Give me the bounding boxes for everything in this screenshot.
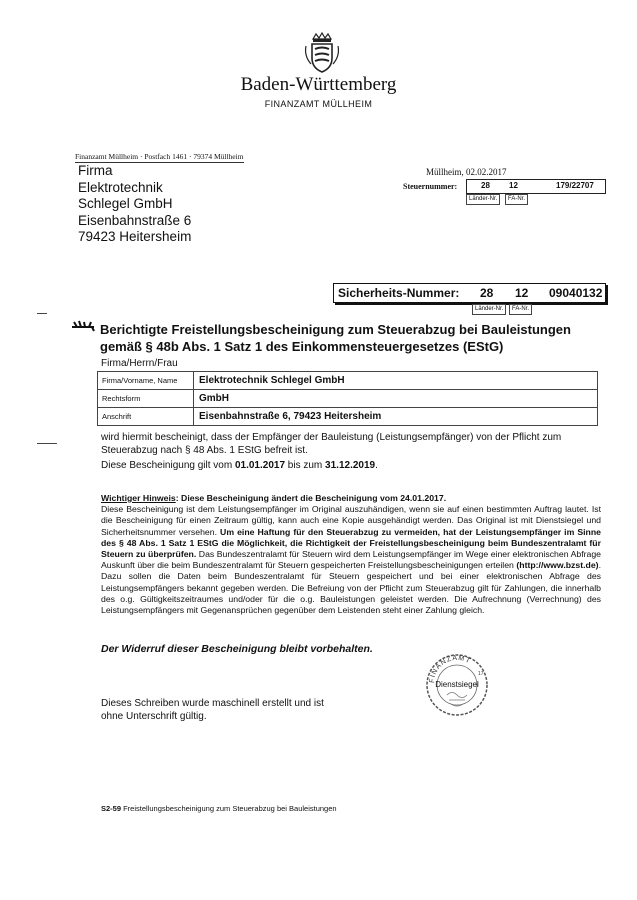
notice-heading	[101, 493, 601, 504]
table-row	[98, 372, 597, 389]
notice-text-3: Das Bundeszentralamt für Steuern wird dem Leistungsempfänger im Wege einer elektronischen Abfrage Auskunft über die beim Bundeszentralamt für Steuern gespeicherten Freistellungsbescheinigungen erteilen	[101, 549, 602, 571]
form-footer	[101, 804, 337, 813]
table-row	[98, 389, 597, 407]
seal-ring-text: FINANZAMT	[428, 654, 472, 684]
machine-note	[101, 697, 324, 723]
revocation-notice: Der Widerruf dieser Bescheinigung bleibt vorbehalten.	[101, 643, 373, 655]
row-label: Firma/Vorname, Name	[102, 376, 178, 385]
stnr-fa-label: FA-Nr.	[505, 194, 528, 205]
validity-mid: bis zum	[285, 460, 326, 471]
form-title: Freistellungsbescheinigung zum Steuerabzug bei Bauleistungen	[121, 804, 337, 813]
security-number-box	[333, 283, 606, 303]
security-part-3: 09040132	[549, 286, 603, 300]
recipient-table	[97, 371, 598, 426]
security-laender-label: Länder-Nr.	[472, 304, 506, 315]
validity-text	[101, 459, 581, 472]
recipient-address	[78, 163, 191, 246]
stnr-laender-label: Länder-Nr.	[466, 194, 500, 205]
seal-center-text: Dienstsiegel	[435, 680, 479, 689]
certification-text: wird hiermit bescheinigt, dass der Empfänger der Bauleistung (Leistungsempfänger) von der Pflicht zum Steuerabzug nach § 48 Abs. 1 EStG befreit ist.	[101, 432, 562, 456]
notice-heading-rest: : Diese Bescheinigung ändert die Bescheinigung vom 24.01.2017.	[175, 493, 447, 503]
row-value: GmbH	[199, 393, 229, 404]
security-fa-label: FA-Nr.	[509, 304, 532, 315]
steuernummer-part-1: 28	[481, 181, 490, 190]
recipient-line-3: Schlegel GmbH	[78, 196, 173, 211]
row-label: Anschrift	[102, 412, 132, 421]
sender-line: Finanzamt Müllheim · Postfach 1461 · 79374 Müllheim	[75, 152, 244, 161]
fold-mark	[37, 313, 47, 314]
coat-of-arms-icon	[303, 30, 341, 74]
valid-to: 31.12.2019	[325, 460, 376, 471]
notice-block	[101, 493, 601, 616]
recipient-line-2: Elektrotechnik	[78, 179, 163, 195]
document-title	[100, 321, 580, 355]
steuernummer-label: Steuernummer:	[403, 182, 458, 191]
seal-number: 17	[478, 671, 484, 677]
punch-mark	[37, 443, 57, 444]
machine-note-line-1: Dieses Schreiben wurde maschinell erstellt und ist	[101, 698, 324, 709]
notice-text	[101, 504, 601, 616]
steuernummer-part-3: 179/22707	[556, 181, 594, 190]
office-name: FINANZAMT MÜLLHEIM	[264, 99, 373, 109]
notice-text-2: Um eine Haftung für den Steuerabzug zu vermeiden, hat der Leistungsempfänger im Sinne des § 48 Abs. 1 Satz 1 EStG die Möglichkeit, die Richtigkeit der Freistellungsbescheinigung beim Bundeszentralamt für Steuern zu überprüfen.	[101, 526, 601, 560]
table-row	[98, 407, 597, 425]
steuernummer-box	[466, 179, 606, 194]
deer-antler-icon	[71, 320, 95, 332]
notice-heading-underlined: Wichtiger Hinweis	[101, 493, 176, 503]
row-value: Eisenbahnstraße 6, 79423 Heitersheim	[199, 411, 382, 422]
firm-label: Firma/Herrn/Frau	[101, 358, 178, 369]
steuernummer-part-2: 12	[509, 181, 518, 190]
notice-text-1: Diese Bescheinigung ist dem Leistungsempfänger im Original auszuhändigen, wenn sie auf einen bestimmten Auftrag lautet. Ist die Bescheinigung für einen Zeitraum gültig, kann auch eine Kopie ausgehändigt werden. Das Original ist mit Dienstsiegel und Sicherheitsnummer versehen.	[101, 504, 601, 537]
row-divider	[193, 390, 194, 407]
recipient-line-4: Eisenbahnstraße 6	[78, 212, 192, 228]
notice-link-bzst: (http://www.bzst.de)	[516, 560, 599, 571]
security-part-1: 28	[480, 286, 494, 300]
title-line-1: Berichtigte Freistellungsbescheinigung zum Steuerabzug bei Bauleistungen	[100, 322, 571, 337]
recipient-line-1: Firma	[78, 163, 113, 178]
notice-text-5: . Dazu sollen die Daten beim Bundeszentralamt für Steuern gespeichert und bei einer elektronischen Abfrage des Leistungsempfängers bekannt gegeben werden. Die Befreiung von der Pflicht zum Steuerabzug gilt für Zahlungen, die innerhalb des o.g. Gültigkeitszeitraumes und/oder für die o.g. Bauleistungen geleistet werden. Die Aufrechnung (Verrechnung) des Leistungsempfängers mit Gegenansprüchen gegenüber dem Leistenden steht einer Zahlung gleich.	[101, 560, 601, 616]
recipient-line-5: 79423 Heitersheim	[78, 229, 192, 244]
place-date: Müllheim, 02.02.2017	[426, 167, 507, 177]
form-code: S2-59	[101, 804, 122, 813]
row-divider	[193, 408, 194, 425]
row-divider	[193, 372, 194, 389]
row-value: Elektrotechnik Schlegel GmbH	[199, 375, 345, 386]
security-label: Sicherheits-Nummer:	[338, 286, 460, 300]
machine-note-line-2: ohne Unterschrift gültig.	[101, 711, 207, 722]
security-part-2: 12	[515, 286, 529, 300]
state-name: Baden-Württemberg	[240, 74, 397, 95]
row-label: Rechtsform	[102, 394, 141, 403]
validity-suffix: .	[375, 460, 378, 471]
validity-prefix: Diese Bescheinigung gilt vom	[101, 460, 235, 471]
title-line-2: gemäß § 48b Abs. 1 Satz 1 des Einkommensteuergesetzes (EStG)	[100, 339, 504, 354]
valid-from: 01.01.2017	[234, 460, 286, 471]
official-seal-icon	[425, 653, 489, 717]
